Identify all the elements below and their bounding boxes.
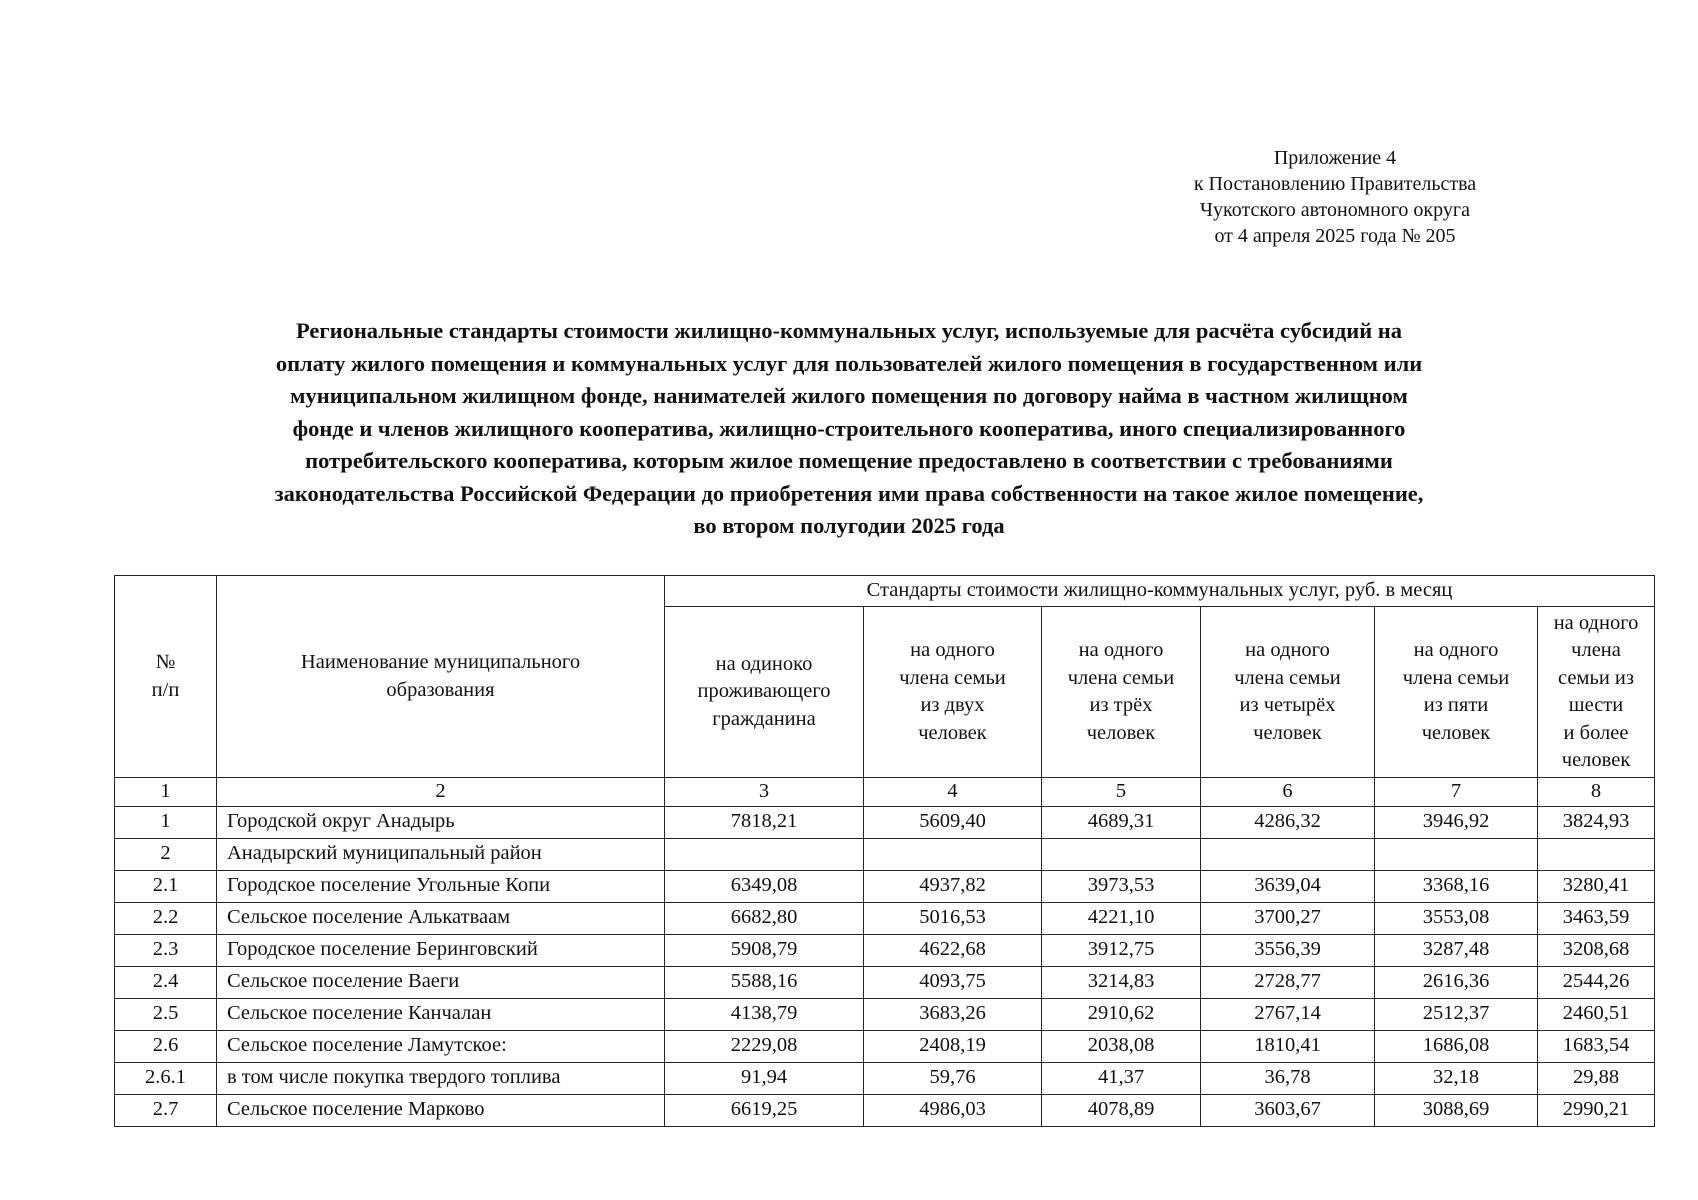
cost-value-cell: 41,37: [1042, 1062, 1201, 1094]
cost-value-cell: 4093,75: [864, 966, 1042, 998]
title-line: оплату жилого помещения и коммунальных услуг для пользователей жилого помещения в государственном или: [275, 350, 1423, 376]
cost-value-cell: 5609,40: [864, 806, 1042, 838]
appendix-line: Приложение 4: [1273, 147, 1397, 169]
cost-value-cell: [1201, 838, 1375, 870]
cost-value-cell: 3214,83: [1042, 966, 1201, 998]
cost-value-cell: 2544,26: [1538, 966, 1655, 998]
column-number: 8: [1538, 778, 1655, 807]
cost-value-cell: 3946,92: [1375, 806, 1538, 838]
table-row: [115, 902, 1655, 934]
appendix-header: [1170, 145, 1500, 249]
cost-value-cell: 6349,08: [665, 870, 864, 902]
cost-value-cell: 4986,03: [864, 1094, 1042, 1126]
cost-value-cell: 1686,08: [1375, 1030, 1538, 1062]
row-number-cell: 2.5: [115, 998, 217, 1030]
cost-value-cell: 5588,16: [665, 966, 864, 998]
cost-value-cell: 4221,10: [1042, 902, 1201, 934]
cost-value-cell: 32,18: [1375, 1062, 1538, 1094]
cost-value-cell: 3553,08: [1375, 902, 1538, 934]
cost-value-cell: 5016,53: [864, 902, 1042, 934]
cost-value-cell: 2038,08: [1042, 1030, 1201, 1062]
document-title: [100, 315, 1598, 543]
cost-value-cell: 6619,25: [665, 1094, 864, 1126]
cost-value-cell: 2728,77: [1201, 966, 1375, 998]
cost-value-cell: 4078,89: [1042, 1094, 1201, 1126]
cost-value-cell: 3603,67: [1201, 1094, 1375, 1126]
title-line: муниципальном жилищном фонде, нанимателей жилого помещения по договору найма в частном жилищном: [290, 383, 1408, 408]
cost-value-cell: 5908,79: [665, 934, 864, 966]
municipality-name-cell: Сельское поселение Алькатваам: [217, 902, 665, 934]
header-family-of-five: на одного члена семьи из пяти человек: [1375, 607, 1538, 778]
cost-value-cell: [864, 838, 1042, 870]
cost-value-cell: 91,94: [665, 1062, 864, 1094]
title-line: потребительского кооператива, которым жилое помещение предоставлено в соответствии с требованиями: [305, 448, 1393, 473]
cost-value-cell: 59,76: [864, 1062, 1042, 1094]
row-number-cell: 2.1: [115, 870, 217, 902]
column-number: 3: [665, 778, 864, 807]
cost-value-cell: 3639,04: [1201, 870, 1375, 902]
cost-value-cell: 2408,19: [864, 1030, 1042, 1062]
cost-value-cell: 2910,62: [1042, 998, 1201, 1030]
column-number: 5: [1042, 778, 1201, 807]
row-number-cell: 2.6.1: [115, 1062, 217, 1094]
cost-value-cell: 3683,26: [864, 998, 1042, 1030]
header-family-of-three: на одного члена семьи из трёх человек: [1042, 607, 1201, 778]
cost-value-cell: 3700,27: [1201, 902, 1375, 934]
municipality-name-cell: Городское поселение Угольные Копи: [217, 870, 665, 902]
cost-value-cell: 4138,79: [665, 998, 864, 1030]
column-number-row: [115, 778, 1655, 807]
column-number: 6: [1201, 778, 1375, 807]
column-number: 2: [217, 778, 665, 807]
table-row: [115, 838, 1655, 870]
table-row: [115, 870, 1655, 902]
appendix-line: к Постановлению Правительства: [1193, 173, 1477, 195]
cost-value-cell: 3208,68: [1538, 934, 1655, 966]
column-number: 7: [1375, 778, 1538, 807]
column-number: 4: [864, 778, 1042, 807]
cost-value-cell: 7818,21: [665, 806, 864, 838]
municipality-name-cell: Городское поселение Беринговский: [217, 934, 665, 966]
cost-value-cell: 3088,69: [1375, 1094, 1538, 1126]
table-row: [115, 1094, 1655, 1126]
standards-table: [114, 575, 1655, 1127]
cost-value-cell: 4937,82: [864, 870, 1042, 902]
municipality-name-cell: Сельское поселение Марково: [217, 1094, 665, 1126]
cost-value-cell: 3287,48: [1375, 934, 1538, 966]
title-line: Региональные стандарты стоимости жилищно-коммунальных услуг, используемые для расчёта субсидий на: [295, 318, 1403, 343]
cost-value-cell: 1810,41: [1201, 1030, 1375, 1062]
cost-value-cell: 3824,93: [1538, 806, 1655, 838]
header-family-of-four: на одного члена семьи из четырёх человек: [1201, 607, 1375, 778]
table-body: [115, 806, 1655, 1126]
row-number-cell: 2.2: [115, 902, 217, 934]
cost-value-cell: [1538, 838, 1655, 870]
cost-value-cell: 3912,75: [1042, 934, 1201, 966]
cost-value-cell: 4286,32: [1201, 806, 1375, 838]
municipality-name-cell: Городской округ Анадырь: [217, 806, 665, 838]
cost-value-cell: [1375, 838, 1538, 870]
cost-value-cell: 2460,51: [1538, 998, 1655, 1030]
municipality-name-cell: Анадырский муниципальный район: [217, 838, 665, 870]
table-row: [115, 806, 1655, 838]
header-family-of-six-plus: на одного члена семьи из шести и более человек: [1538, 607, 1655, 778]
cost-value-cell: 3280,41: [1538, 870, 1655, 902]
row-number-cell: 2: [115, 838, 217, 870]
cost-value-cell: 3463,59: [1538, 902, 1655, 934]
cost-value-cell: 6682,80: [665, 902, 864, 934]
row-number-cell: 2.4: [115, 966, 217, 998]
row-number-cell: 2.3: [115, 934, 217, 966]
cost-value-cell: 4622,68: [864, 934, 1042, 966]
cost-value-cell: 3973,53: [1042, 870, 1201, 902]
column-number: 1: [115, 778, 217, 807]
municipality-name-cell: Сельское поселение Ламутское:: [217, 1030, 665, 1062]
table-row: [115, 966, 1655, 998]
municipality-name-cell: Сельское поселение Канчалан: [217, 998, 665, 1030]
municipality-name-cell: Сельское поселение Ваеги: [217, 966, 665, 998]
cost-value-cell: 29,88: [1538, 1062, 1655, 1094]
cost-value-cell: 2512,37: [1375, 998, 1538, 1030]
cost-value-cell: 2990,21: [1538, 1094, 1655, 1126]
header-family-of-two: на одного члена семьи из двух человек: [864, 607, 1042, 778]
cost-value-cell: 36,78: [1201, 1062, 1375, 1094]
header-single-citizen: на одиноко проживающего гражданина: [665, 607, 864, 778]
cost-value-cell: 4689,31: [1042, 806, 1201, 838]
header-number-column: № п/п: [115, 576, 217, 778]
header-name-column: Наименование муниципального образования: [217, 576, 665, 778]
row-number-cell: 1: [115, 806, 217, 838]
cost-value-cell: [665, 838, 864, 870]
header-standards-group: Стандарты стоимости жилищно-коммунальных услуг, руб. в месяц: [665, 576, 1655, 607]
table-row: [115, 1030, 1655, 1062]
table-row: [115, 934, 1655, 966]
row-number-cell: 2.7: [115, 1094, 217, 1126]
municipality-name-cell: в том числе покупка твердого топлива: [217, 1062, 665, 1094]
cost-value-cell: 2229,08: [665, 1030, 864, 1062]
appendix-line: Чукотского автономного округа: [1200, 199, 1470, 221]
table-row: [115, 1062, 1655, 1094]
appendix-line: от 4 апреля 2025 года № 205: [1214, 225, 1456, 247]
cost-value-cell: 2767,14: [1201, 998, 1375, 1030]
title-line: законодательства Российской Федерации до приобретения ими права собственности на такое жилое помещение,: [274, 480, 1424, 506]
cost-value-cell: [1042, 838, 1201, 870]
title-line: фонде и членов жилищного кооператива, жилищно-строительного кооператива, иного специализированного: [292, 415, 1406, 441]
cost-value-cell: 1683,54: [1538, 1030, 1655, 1062]
cost-value-cell: 3368,16: [1375, 870, 1538, 902]
cost-value-cell: 2616,36: [1375, 966, 1538, 998]
cost-value-cell: 3556,39: [1201, 934, 1375, 966]
table-row: [115, 998, 1655, 1030]
row-number-cell: 2.6: [115, 1030, 217, 1062]
title-line: во втором полугодии 2025 года: [693, 513, 1005, 538]
